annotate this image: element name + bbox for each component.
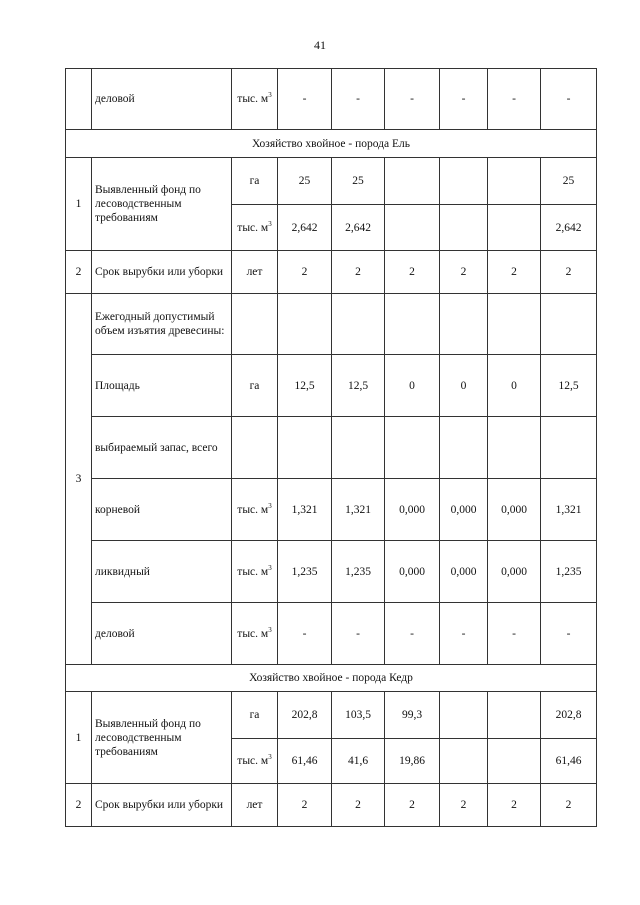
value-cell: 2	[332, 251, 385, 294]
value-cell: 2	[278, 784, 332, 827]
unit-cell: тыс. $м^3$	[232, 603, 278, 665]
row-number-cell	[66, 69, 92, 130]
row-label: Выявленный фонд по лесоводственным требованиям	[92, 158, 232, 251]
unit-cell: лет	[232, 251, 278, 294]
value-cell: 12,5	[278, 355, 332, 417]
value-cell: -	[332, 69, 385, 130]
table-row	[66, 158, 597, 205]
row-label: деловой	[92, 69, 232, 130]
unit-cell: га	[232, 158, 278, 205]
row-label: Площадь	[92, 355, 232, 417]
value-cell: 0,000	[440, 479, 488, 541]
value-cell: 12,5	[332, 355, 385, 417]
value-cell: 2	[440, 251, 488, 294]
value-cell: 61,46	[541, 739, 597, 784]
value-cell	[440, 158, 488, 205]
unit-cell	[232, 294, 278, 355]
value-cell: 2	[385, 784, 440, 827]
value-cell	[440, 692, 488, 739]
value-cell: 2,642	[541, 205, 597, 251]
value-cell: 0,000	[488, 541, 541, 603]
table-row	[66, 603, 597, 665]
value-cell: 99,3	[385, 692, 440, 739]
row-label: Срок вырубки или уборки	[92, 251, 232, 294]
value-cell	[488, 205, 541, 251]
value-cell	[541, 294, 597, 355]
value-cell: -	[278, 603, 332, 665]
value-cell	[385, 158, 440, 205]
unit-cell: га	[232, 355, 278, 417]
table-row	[66, 417, 597, 479]
section-row-kedr	[66, 665, 597, 692]
table-row	[66, 294, 597, 355]
value-cell	[385, 294, 440, 355]
row-label: ликвидный	[92, 541, 232, 603]
unit-cell: тыс. $м^3$	[232, 205, 278, 251]
value-cell: 1,235	[278, 541, 332, 603]
value-cell	[440, 739, 488, 784]
unit-cell: тыс. $м^3$	[232, 69, 278, 130]
value-cell: 2	[488, 784, 541, 827]
value-cell: 0,000	[385, 541, 440, 603]
value-cell: 2	[541, 251, 597, 294]
value-cell: 0,000	[385, 479, 440, 541]
value-cell: -	[488, 603, 541, 665]
value-cell	[385, 205, 440, 251]
value-cell: 0,000	[488, 479, 541, 541]
value-cell	[440, 205, 488, 251]
value-cell: -	[440, 69, 488, 130]
row-number-cell: 1	[66, 158, 92, 251]
value-cell	[278, 417, 332, 479]
value-cell: 202,8	[541, 692, 597, 739]
value-cell	[385, 417, 440, 479]
value-cell	[488, 294, 541, 355]
value-cell: 0,000	[440, 541, 488, 603]
value-cell: 2,642	[332, 205, 385, 251]
value-cell: -	[332, 603, 385, 665]
unit-cell: тыс. $м^3$	[232, 479, 278, 541]
row-label: Ежегодный допустимый объем изъятия древесины:	[92, 294, 232, 355]
section-title: Хозяйство хвойное - порода Кедр	[66, 665, 597, 692]
value-cell: 41,6	[332, 739, 385, 784]
value-cell: 19,86	[385, 739, 440, 784]
table-row	[66, 251, 597, 294]
value-cell: 2	[332, 784, 385, 827]
row-number-cell: 1	[66, 692, 92, 784]
table-row	[66, 692, 597, 739]
row-label: Срок вырубки или уборки	[92, 784, 232, 827]
unit-cell: тыс. $м^3$	[232, 541, 278, 603]
value-cell: 1,321	[278, 479, 332, 541]
value-cell: -	[488, 69, 541, 130]
unit-cell	[232, 417, 278, 479]
harvest-table	[65, 68, 597, 827]
value-cell: 0	[385, 355, 440, 417]
value-cell: -	[440, 603, 488, 665]
value-cell	[488, 739, 541, 784]
value-cell	[440, 294, 488, 355]
value-cell	[488, 417, 541, 479]
value-cell: 202,8	[278, 692, 332, 739]
value-cell	[332, 294, 385, 355]
value-cell: 12,5	[541, 355, 597, 417]
section-row-el	[66, 130, 597, 158]
value-cell: -	[541, 603, 597, 665]
value-cell: 2,642	[278, 205, 332, 251]
value-cell	[278, 294, 332, 355]
table-row	[66, 479, 597, 541]
table-row	[66, 784, 597, 827]
value-cell: 61,46	[278, 739, 332, 784]
value-cell: 0	[488, 355, 541, 417]
value-cell	[541, 417, 597, 479]
value-cell	[488, 692, 541, 739]
value-cell: 1,321	[541, 479, 597, 541]
value-cell: 2	[541, 784, 597, 827]
value-cell	[440, 417, 488, 479]
value-cell: 2	[278, 251, 332, 294]
unit-cell: лет	[232, 784, 278, 827]
value-cell	[332, 417, 385, 479]
page-number: 41	[314, 38, 326, 52]
value-cell: -	[385, 69, 440, 130]
row-label: выбираемый запас, всего	[92, 417, 232, 479]
value-cell: 2	[488, 251, 541, 294]
value-cell: 2	[385, 251, 440, 294]
value-cell: 103,5	[332, 692, 385, 739]
row-label: корневой	[92, 479, 232, 541]
value-cell: 0	[440, 355, 488, 417]
table-row	[66, 355, 597, 417]
row-label: Выявленный фонд по лесоводственным требованиям	[92, 692, 232, 784]
value-cell: -	[385, 603, 440, 665]
value-cell: 25	[278, 158, 332, 205]
value-cell: 25	[541, 158, 597, 205]
table-row	[66, 541, 597, 603]
value-cell	[488, 158, 541, 205]
row-number-cell: 2	[66, 251, 92, 294]
value-cell: -	[541, 69, 597, 130]
table-row	[66, 69, 597, 130]
value-cell: 1,235	[541, 541, 597, 603]
unit-cell: га	[232, 692, 278, 739]
value-cell: -	[278, 69, 332, 130]
value-cell: 1,321	[332, 479, 385, 541]
unit-cell: тыс. $м^3$	[232, 739, 278, 784]
row-label: деловой	[92, 603, 232, 665]
row-number-cell: 3	[66, 294, 92, 665]
row-number-cell: 2	[66, 784, 92, 827]
value-cell: 25	[332, 158, 385, 205]
value-cell: 2	[440, 784, 488, 827]
section-title: Хозяйство хвойное - порода Ель	[66, 130, 597, 158]
value-cell: 1,235	[332, 541, 385, 603]
